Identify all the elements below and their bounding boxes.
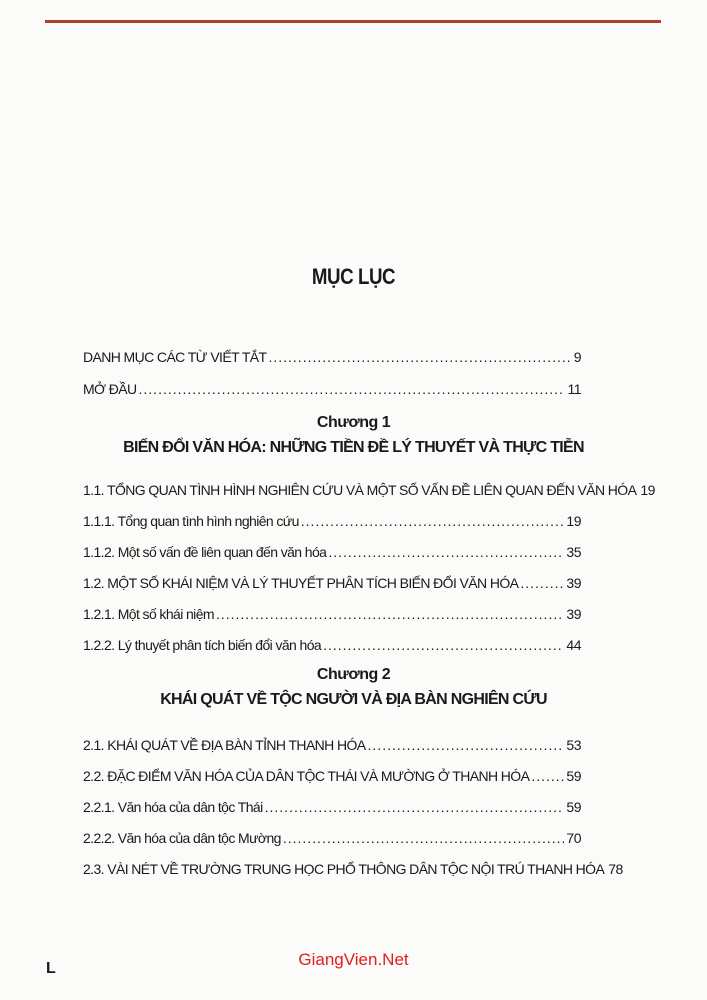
toc-entry-page: 78 <box>608 861 623 877</box>
toc-entry[interactable] <box>83 381 581 399</box>
toc-entry-label: 2.2.1. Văn hóa của dân tộc Thái <box>83 799 263 815</box>
toc-entry-page: 39 <box>566 575 581 591</box>
toc-entry[interactable] <box>83 768 581 786</box>
toc-entry-page: 44 <box>566 637 581 653</box>
dot-leader <box>301 513 565 529</box>
toc-entry-page: 9 <box>573 349 581 365</box>
toc-entry-label: 1.1.1. Tổng quan tình hình nghiên cứu <box>83 513 299 529</box>
dot-leader <box>216 606 564 622</box>
toc-entry-label: 1.1.2. Một số vấn đề liên quan đến văn hóa <box>83 544 327 560</box>
page-title: MỤC LỤC <box>311 264 396 289</box>
dot-leader <box>283 830 565 846</box>
toc-entry-page: 59 <box>566 768 581 784</box>
dot-leader <box>368 737 565 753</box>
toc-entry[interactable] <box>83 544 581 562</box>
toc-entry[interactable] <box>83 861 623 879</box>
toc-entry[interactable] <box>83 637 581 655</box>
toc-entry-label: 1.2. MỘT SỐ KHÁI NIỆM VÀ LÝ THUYẾT PHÂN TÍCH BIẾN ĐỔI VĂN HÓA <box>83 575 519 591</box>
toc-entry[interactable] <box>83 513 581 531</box>
chapter-title: KHÁI QUÁT VỀ TỘC NGƯỜI VÀ ĐỊA BÀN NGHIÊN CỨU <box>160 691 547 708</box>
dot-leader <box>328 544 564 560</box>
toc-entry-page: 70 <box>566 830 581 846</box>
toc-entry-page: 39 <box>566 606 581 622</box>
toc-entry-page: 59 <box>566 799 581 815</box>
toc-entry[interactable] <box>83 575 581 593</box>
dot-leader <box>265 799 565 815</box>
dot-leader <box>323 637 564 653</box>
corner-mark: L <box>46 960 56 977</box>
toc-entry[interactable] <box>83 349 581 367</box>
toc-entry-page: 35 <box>566 544 581 560</box>
toc-entry[interactable] <box>83 606 581 624</box>
toc-entry-label: 2.1. KHÁI QUÁT VỀ ĐỊA BÀN TỈNH THANH HÓA <box>83 737 366 753</box>
toc-entry-label: 1.2.1. Một số khái niệm <box>83 606 214 622</box>
toc-entry-label: 2.2. ĐẶC ĐIỂM VĂN HÓA CỦA DÂN TỘC THÁI VÀ MƯỜNG Ở THANH HÓA <box>83 768 530 784</box>
toc-entry-label: 1.1. TỔNG QUAN TÌNH HÌNH NGHIÊN CỨU VÀ MỘT SỐ VẤN ĐỀ LIÊN QUAN ĐẾN VĂN HÓA <box>83 482 637 498</box>
toc-entry-label: 1.2.2. Lý thuyết phân tích biến đổi văn hóa <box>83 637 322 653</box>
toc-entry[interactable] <box>83 799 581 817</box>
toc-entry[interactable] <box>83 482 655 500</box>
dot-leader <box>520 575 564 591</box>
toc-entry-label: MỞ ĐẦU <box>83 381 137 397</box>
toc-entry[interactable] <box>83 830 581 848</box>
toc-entry-page: 19 <box>566 513 581 529</box>
chapter-number: Chương 1 <box>316 414 391 431</box>
toc-entry-page: 11 <box>567 381 581 397</box>
chapter-title: BIẾN ĐỔI VĂN HÓA: NHỮNG TIỀN ĐỀ LÝ THUYẾT VÀ THỰC TIỄN <box>123 439 584 456</box>
toc-entry-label: DANH MỤC CÁC TỪ VIẾT TẮT <box>83 349 267 365</box>
toc-entry-label: 2.3. VÀI NÉT VỀ TRƯỜNG TRUNG HỌC PHỔ THÔNG DÂN TỘC NỘI TRÚ THANH HÓA <box>83 861 605 877</box>
dot-leader <box>268 349 571 365</box>
top-rule <box>45 20 661 23</box>
watermark: GiangVien.Net <box>298 950 409 969</box>
chapter-number: Chương 2 <box>316 666 391 683</box>
toc-entry-page: 53 <box>566 737 581 753</box>
toc-entry-label: 2.2.2. Văn hóa của dân tộc Mường <box>83 830 281 846</box>
dot-leader <box>531 768 564 784</box>
dot-leader <box>139 381 566 397</box>
toc-entry-page: 19 <box>640 482 655 498</box>
toc-entry[interactable] <box>83 737 581 755</box>
